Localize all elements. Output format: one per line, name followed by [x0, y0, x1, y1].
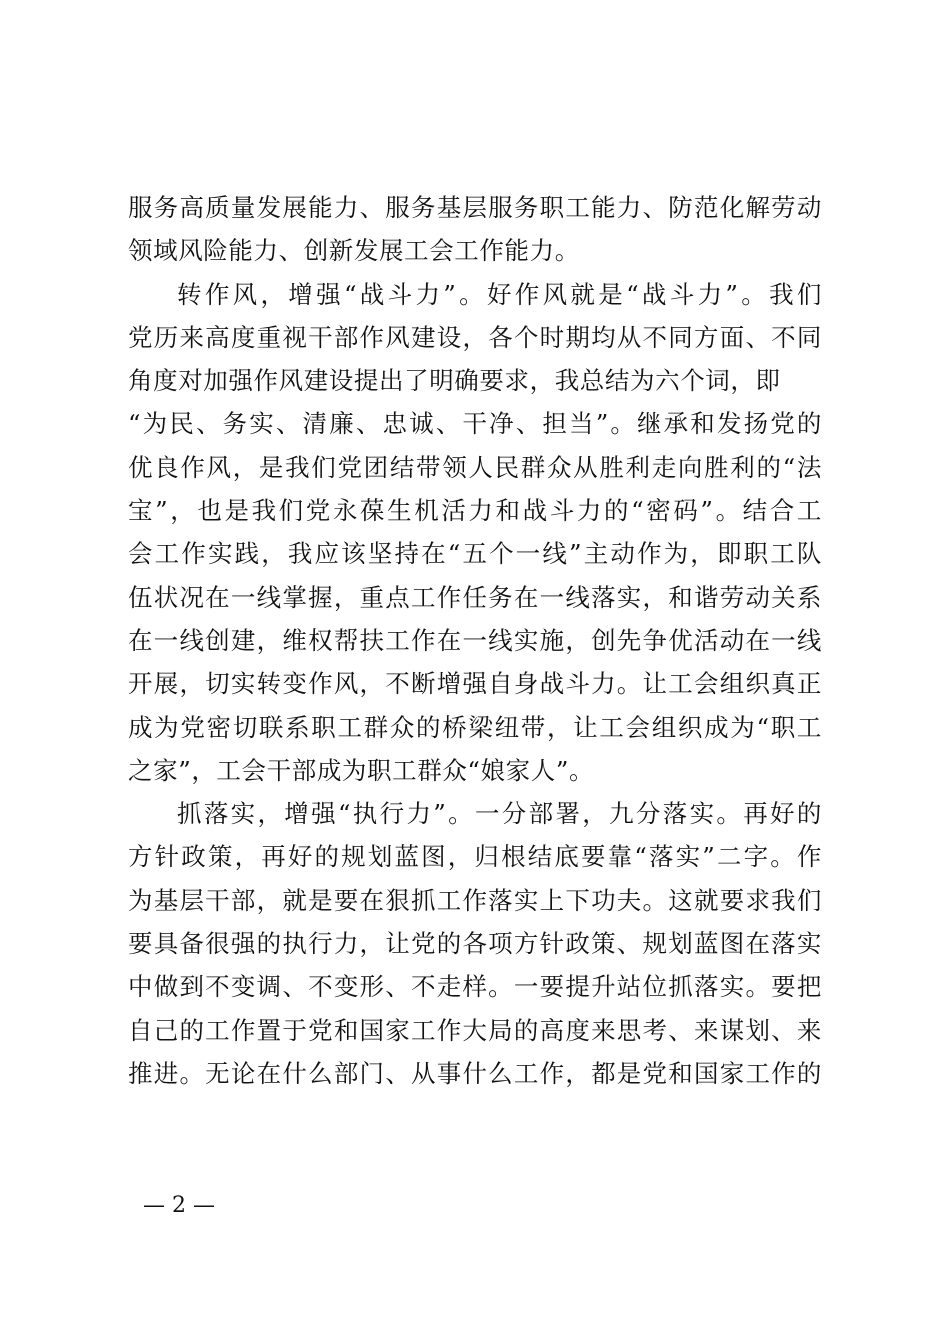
text-line-21: 推进。无论在什么部门、从事什么工作，都是党和国家工作的 — [128, 1058, 822, 1088]
text-line-10: 伍状况在一线掌握，重点工作任务在一线落实，和谐劳动关系 — [128, 582, 822, 612]
text-line-16: 方针政策，再好的规划蓝图，归根结底要靠“落实”二字。作 — [128, 842, 822, 872]
text-line-20: 自己的工作置于党和国家工作大局的高度来思考、来谋划、来 — [128, 1015, 822, 1045]
text-line-8: 宝”，也是我们党永葆生机活力和战斗力的“密码”。结合工 — [128, 496, 822, 526]
text-line-11: 在一线创建，维权帮扶工作在一线实施，创先争优活动在一线 — [128, 625, 822, 655]
text-line-18: 要具备很强的执行力，让党的各项方针政策、规划蓝图在落实 — [128, 929, 822, 959]
text-line-5: 角度对加强作风建设提出了明确要求，我总结为六个词，即 — [128, 366, 781, 396]
page-number: — 2 — — [143, 1193, 215, 1218]
text-line-14: 之家”，工会干部成为职工群众“娘家人”。 — [128, 755, 595, 785]
text-line-1: 服务高质量发展能力、服务基层服务职工能力、防范化解劳动 — [128, 193, 822, 222]
text-line-2: 领域风险能力、创新发展工会工作能力。 — [128, 236, 580, 266]
text-line-17: 为基层干部，就是要在狠抓工作落实上下功夫。这就要求我们 — [128, 885, 822, 915]
text-line-3: 转作风，增强“战斗力”。好作风就是“战斗力”。我们 — [177, 279, 822, 309]
text-line-4: 党历来高度重视干部作风建设，各个时期均从不同方面、不同 — [128, 322, 822, 352]
text-line-7: 优良作风，是我们党团结带领人民群众从胜利走向胜利的“法 — [128, 452, 822, 482]
text-line-19: 中做到不变调、不变形、不走样。一要提升站位抓落实。要把 — [128, 972, 822, 1002]
text-line-6: “为民、务实、清廉、忠诚、干净、担当”。继承和发扬党的 — [128, 409, 822, 439]
body-text — [128, 186, 822, 1095]
text-line-12: 开展，切实转变作风，不断增强自身战斗力。让工会组织真正 — [128, 669, 822, 699]
text-line-13: 成为党密切联系职工群众的桥梁纽带，让工会组织成为“职工 — [128, 712, 822, 742]
text-line-15: 抓落实，增强“执行力”。一分部署，九分落实。再好的 — [177, 799, 822, 829]
text-line-9: 会工作实践，我应该坚持在“五个一线”主动作为，即职工队 — [128, 539, 822, 569]
